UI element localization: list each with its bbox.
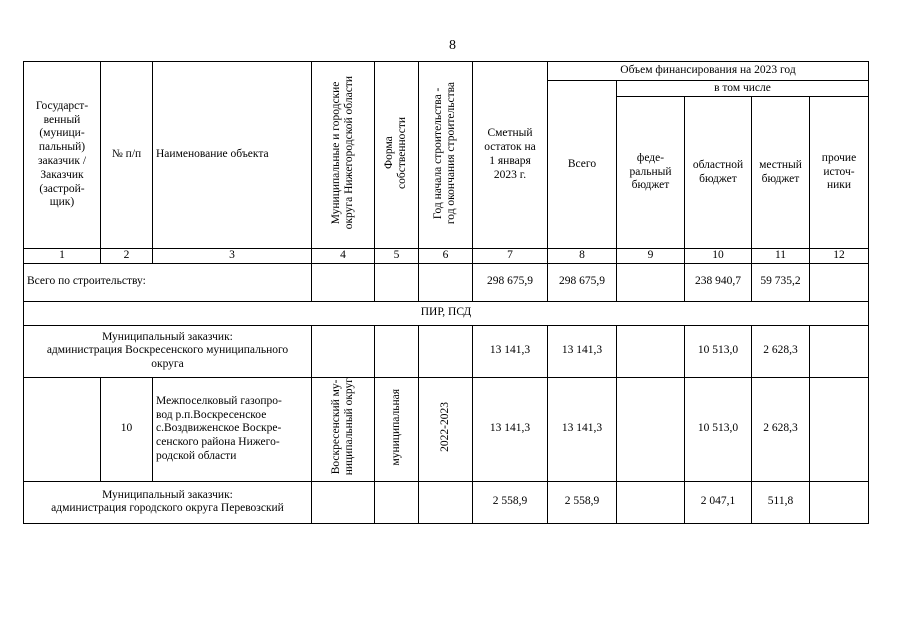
section-title: ПИР, ПСД [24, 301, 869, 325]
object-ownership-cell [375, 377, 419, 481]
header-local-budget: местный бюджет [752, 97, 810, 249]
total-estimate-balance: 298 675,9 [473, 263, 548, 301]
header-regional-budget: областной бюджет [685, 97, 752, 249]
header-customer: Государст- венный (муници- пальный) заказчик / Заказчик (застрой- щик) [24, 62, 101, 249]
column-number: 8 [548, 249, 617, 264]
empty-cell [375, 325, 419, 377]
column-number: 12 [810, 249, 869, 264]
header-total: Всего [548, 81, 617, 249]
column-number: 11 [752, 249, 810, 264]
customer-label: Муниципальный заказчик: администрация городского округа Перевозский [24, 481, 312, 523]
header-estimate-balance: Сметный остаток на 1 января 2023 г. [473, 62, 548, 249]
header-including-group: в том числе [617, 81, 869, 97]
object-number: 10 [101, 377, 153, 481]
empty-cell [312, 481, 375, 523]
empty-cell [419, 263, 473, 301]
empty-cell [312, 325, 375, 377]
empty-cell [810, 377, 869, 481]
object-years: 2022-2023 [438, 401, 451, 452]
object-row [24, 377, 869, 481]
empty-cell [617, 377, 685, 481]
total-federal [617, 263, 685, 301]
total-regional: 238 940,7 [685, 263, 752, 301]
empty-cell [810, 325, 869, 377]
column-number: 3 [153, 249, 312, 264]
header-ownership: Форма собственности [383, 116, 409, 189]
column-number: 7 [473, 249, 548, 264]
header-district: Муниципальные и городские округа Нижегородской области [329, 75, 355, 230]
column-number: 1 [24, 249, 101, 264]
header-financing-group: Объем финансирования на 2023 год [548, 62, 869, 81]
empty-cell [24, 377, 101, 481]
header-row-1 [24, 62, 869, 81]
customer-financing: 2 558,9 [548, 481, 617, 523]
customer-regional: 10 513,0 [685, 325, 752, 377]
header-object-name: Наименование объекта [153, 62, 312, 249]
header-district-cell [312, 62, 375, 249]
header-other-sources: прочие источ- ники [810, 97, 869, 249]
customer-local: 511,8 [752, 481, 810, 523]
total-local: 59 735,2 [752, 263, 810, 301]
customer-row [24, 325, 869, 377]
empty-cell [617, 325, 685, 377]
object-name: Межпоселковый газопро- вод р.п.Воскресенское с.Воздвиженское Воскре- сенского района Нижего- родской области [153, 377, 312, 481]
section-row [24, 301, 869, 325]
total-other [810, 263, 869, 301]
empty-cell [375, 263, 419, 301]
column-number: 2 [101, 249, 153, 264]
empty-cell [375, 481, 419, 523]
header-federal-budget: феде- ральный бюджет [617, 97, 685, 249]
total-row [24, 263, 869, 301]
object-years-cell [419, 377, 473, 481]
financing-table [23, 61, 869, 524]
customer-regional: 2 047,1 [685, 481, 752, 523]
empty-cell [617, 481, 685, 523]
column-number: 10 [685, 249, 752, 264]
column-number: 4 [312, 249, 375, 264]
object-district-cell [312, 377, 375, 481]
empty-cell [810, 481, 869, 523]
page-number: 8 [449, 38, 456, 53]
header-ownership-cell [375, 62, 419, 249]
customer-label: Муниципальный заказчик: администрация Воскресенского муниципального округа [24, 325, 312, 377]
column-number: 6 [419, 249, 473, 264]
customer-estimate-balance: 2 558,9 [473, 481, 548, 523]
object-ownership: муниципальная [389, 388, 402, 466]
object-estimate-balance: 13 141,3 [473, 377, 548, 481]
total-label: Всего по строительству: [24, 263, 312, 301]
customer-local: 2 628,3 [752, 325, 810, 377]
column-number: 5 [375, 249, 419, 264]
empty-cell [312, 263, 375, 301]
header-years: Год начала строительства - год окончания строительства [432, 81, 458, 224]
column-number: 9 [617, 249, 685, 264]
header-number: № п/п [101, 62, 153, 249]
customer-financing: 13 141,3 [548, 325, 617, 377]
object-local: 2 628,3 [752, 377, 810, 481]
empty-cell [419, 481, 473, 523]
object-regional: 10 513,0 [685, 377, 752, 481]
object-district: Воскресенский му- ниципальный округ [329, 378, 355, 476]
empty-cell [419, 325, 473, 377]
customer-estimate-balance: 13 141,3 [473, 325, 548, 377]
customer-row [24, 481, 869, 523]
column-numbers-row [24, 249, 869, 264]
total-financing: 298 675,9 [548, 263, 617, 301]
object-financing: 13 141,3 [548, 377, 617, 481]
header-years-cell [419, 62, 473, 249]
